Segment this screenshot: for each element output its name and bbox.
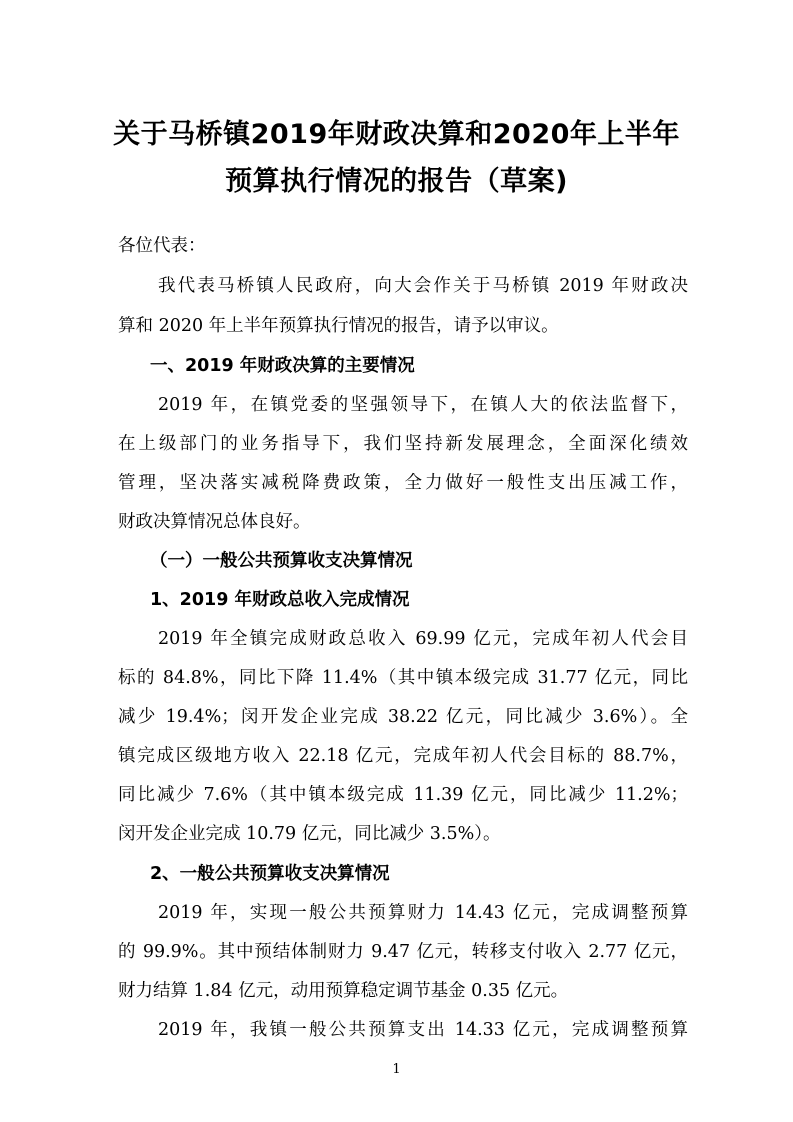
paragraph-line: 在上级部门的业务指导下，我们坚持新发展理念，全面深化绩效 — [118, 434, 688, 454]
paragraph-line: 2019 年全镇完成财政总收入 69.99 亿元，完成年初人代会目 — [158, 629, 688, 649]
salutation: 各位代表： — [118, 236, 206, 256]
page-number: 1 — [392, 1062, 401, 1077]
paragraph-line: 减少 19.4%；闵开发企业完成 38.22 亿元，同比减少 3.6%）。全 — [118, 707, 688, 727]
document-title-line-2: 预算执行情况的报告（草案) — [225, 166, 568, 197]
paragraph-line: 同比减少 7.6%（其中镇本级完成 11.39 亿元，同比减少 11.2%； — [118, 785, 688, 805]
paragraph-line: 2019 年，在镇党委的坚强领导下，在镇人大的依法监督下， — [158, 395, 688, 415]
paragraph-line: 财政决算情况总体良好。 — [118, 512, 311, 532]
paragraph-line: 2019 年，我镇一般公共预算支出 14.33 亿元，完成调整预算 — [158, 1020, 688, 1040]
intro-line: 我代表马桥镇人民政府，向大会作关于马桥镇 2019 年财政决 — [158, 276, 688, 296]
paragraph-line: 标的 84.8%，同比下降 11.4%（其中镇本级完成 31.77 亿元，同比 — [118, 668, 688, 688]
paragraph-line: 镇完成区级地方收入 22.18 亿元，完成年初人代会目标的 88.7%， — [118, 746, 688, 766]
paragraph-line: 闵开发企业完成 10.79 亿元，同比减少 3.5%）。 — [118, 824, 501, 844]
paragraph-line: 财力结算 1.84 亿元，动用预算稳定调节基金 0.35 亿元。 — [118, 981, 569, 1001]
section-heading: 一、2019 年财政决算的主要情况 — [150, 356, 415, 376]
intro-line: 算和 2020 年上半年预算执行情况的报告，请予以审议。 — [118, 316, 559, 336]
subsection-heading: （一）一般公共预算收支决算情况 — [150, 551, 413, 571]
paragraph-line: 管理，坚决落实减税降费政策，全力做好一般性支出压减工作， — [118, 473, 688, 493]
document-title-line-1: 关于马桥镇2019年财政决算和2020年上半年 — [113, 119, 680, 150]
paragraph-line: 的 99.9%。其中预结体制财力 9.47 亿元，转移支付收入 2.77 亿元， — [118, 942, 688, 962]
subsection-heading: 2、一般公共预算收支决算情况 — [150, 864, 390, 884]
subsection-heading: 1、2019 年财政总收入完成情况 — [150, 590, 410, 610]
paragraph-line: 2019 年，实现一般公共预算财力 14.43 亿元，完成调整预算 — [158, 903, 688, 923]
